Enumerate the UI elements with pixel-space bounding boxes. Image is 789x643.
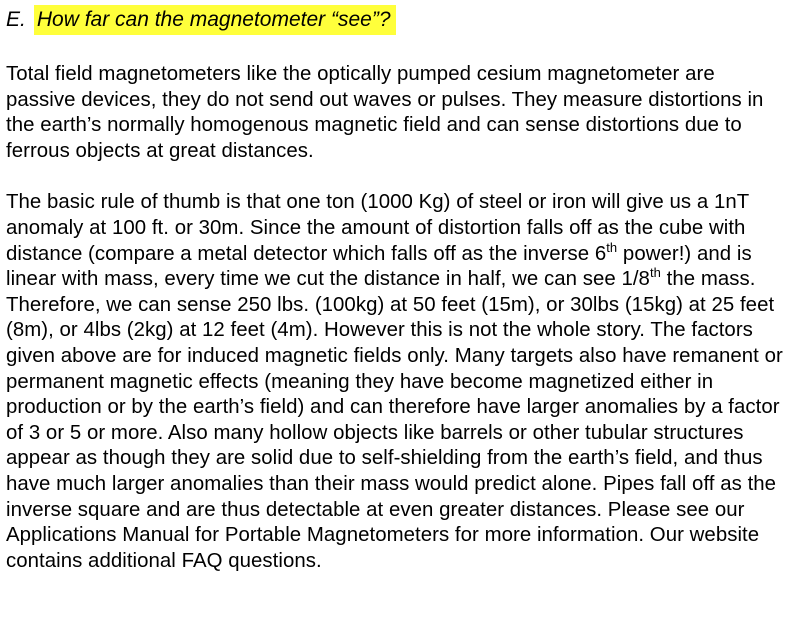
superscript-th-2: th (649, 265, 661, 281)
highlighted-question: How far can the magnetometer “see”? (34, 5, 396, 35)
section-letter: E. (6, 8, 26, 31)
superscript-th-1: th (606, 239, 618, 255)
section-heading (6, 5, 787, 35)
paragraph-2-text-a: The basic rule of thumb is that one ton (1000 Kg) of steel or iron will give us a 1nT anomaly at 100 ft. or 30m. Since the amount of distortion falls off as the cube with distance (compare a metal detector which falls off as the inverse 6 (6, 191, 749, 265)
paragraph-1: Total field magnetometers like the optically pumped cesium magnetometer are passive devices, they do not send out waves or pulses. They measure distortions in the earth’s normally homogenous magnetic field and can sense distortions due to ferrous objects at great distances. (6, 63, 764, 162)
paragraph-2-text-c: the mass. Therefore, we can sense 250 lbs. (100kg) at 50 feet (15m), or 30lbs (15kg) at 25 feet (8m), or 4lbs (2kg) at 12 feet (4m). However this is not the whole story. The factors given above are for induced magnetic fields only. Many targets also have remanent or permanent magnetic effects (meaning they have become magnetized either in production or by the earth’s field) and can therefore have larger anomalies by a factor of 3 or 5 or more. Also many hollow objects like barrels or other tubular structures appear as though they are solid due to self-shielding from the earth’s field, and thus have much larger anomalies than their mass would predict alone. Pipes fall off as the inverse square and are thus detectable at even greater distances. Please see our Applications Manual for Portable Magnetometers for more information. Our website contains additional FAQ questions. (6, 268, 783, 572)
paragraph-2-text-b: power!) and is linear with mass, every time we cut the distance in half, we can see 1/8 (6, 242, 752, 291)
document-page (6, 5, 787, 574)
paragraph-2 (6, 190, 787, 574)
